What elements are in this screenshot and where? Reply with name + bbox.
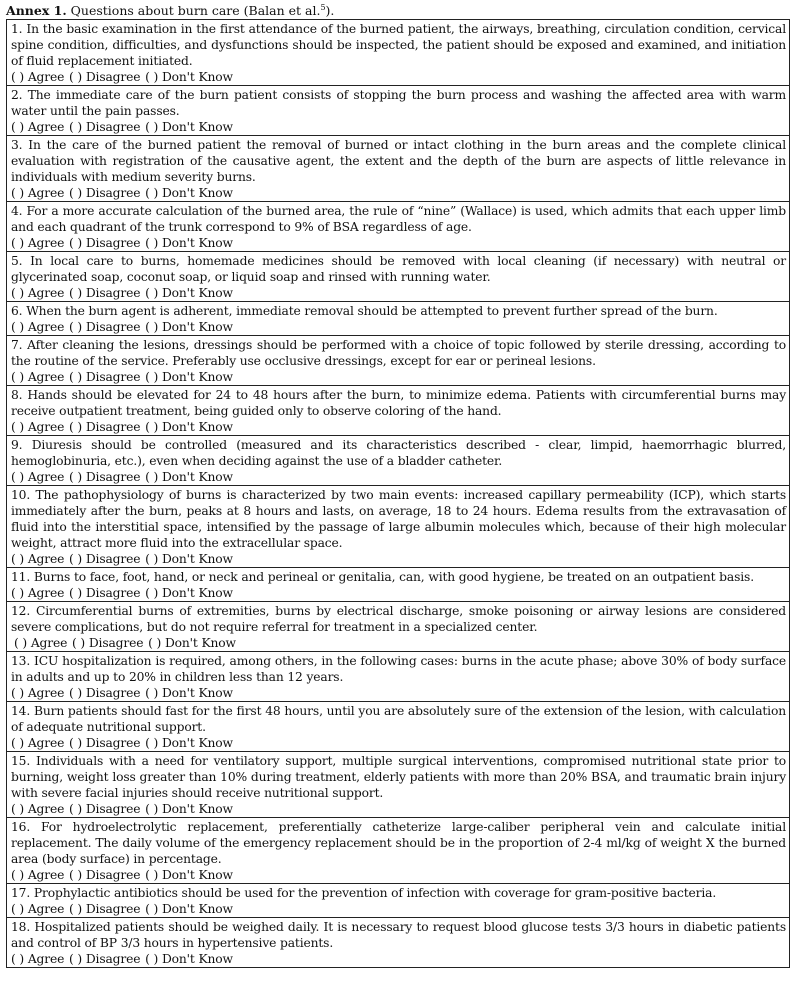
dont-know-option[interactable]: ( ) Don't Know — [145, 586, 233, 600]
question-text: 13. ICU hospitalization is required, among others, in the following cases: burns in the acute phase; above 30% of body surface in adults and up to 20% in children less than 12 years. — [11, 654, 786, 684]
dont-know-option[interactable]: ( ) Don't Know — [145, 802, 233, 816]
question-row — [7, 486, 790, 568]
answer-options — [11, 901, 786, 917]
question-row — [7, 252, 790, 302]
question-row — [7, 386, 790, 436]
agree-option[interactable]: ( ) Agree — [11, 586, 65, 600]
annex-caption — [6, 2, 788, 19]
disagree-option[interactable]: ( ) Disagree — [69, 586, 141, 600]
question-text: 1. In the basic examination in the first attendance of the burned patient, the airways, breathing, circulation condition, cervical spine condition, difficulties, and dysfunctions should be inspected, the patient should be exposed and examined, and initiation of fluid replacement initiated. — [11, 22, 786, 68]
dont-know-option[interactable]: ( ) Don't Know — [148, 636, 236, 650]
question-cell — [7, 602, 790, 652]
agree-option[interactable]: ( ) Agree — [11, 286, 65, 300]
agree-option[interactable]: ( ) Agree — [11, 370, 65, 384]
answer-options — [11, 801, 786, 817]
annex-label: Annex 1. — [6, 3, 67, 18]
dont-know-option[interactable]: ( ) Don't Know — [145, 868, 233, 882]
agree-option[interactable]: ( ) Agree — [11, 320, 65, 334]
agree-option[interactable]: ( ) Agree — [11, 736, 65, 750]
question-cell — [7, 336, 790, 386]
answer-options — [11, 635, 786, 651]
question-cell — [7, 252, 790, 302]
disagree-option[interactable]: ( ) Disagree — [69, 320, 141, 334]
question-cell — [7, 918, 790, 968]
question-cell — [7, 302, 790, 336]
dont-know-option[interactable]: ( ) Don't Know — [145, 952, 233, 966]
questions-table-body — [7, 20, 790, 968]
answer-options — [11, 285, 786, 301]
question-text: 12. Circumferential burns of extremities, burns by electrical discharge, smoke poisoning or airway lesions are considered severe complications, but do not require referral for treatment in a specialized center. — [11, 604, 786, 634]
question-cell — [7, 136, 790, 202]
annex-title: Questions about burn care (Balan et al. — [70, 3, 321, 18]
answer-options — [11, 119, 786, 135]
disagree-option[interactable]: ( ) Disagree — [69, 802, 141, 816]
question-text: 16. For hydroelectrolytic replacement, preferentially catheterize large-caliber peripheral vein and calculate initial replacement. The daily volume of the emergency replacement should be in the proportion of 2-4 ml/kg of weight X the burned area (body surface) in percentage. — [11, 820, 786, 866]
question-cell — [7, 202, 790, 252]
answer-options — [11, 185, 786, 201]
answer-options — [11, 585, 786, 601]
question-text: 11. Burns to face, foot, hand, or neck and perineal or genitalia, can, with good hygiene, be treated on an outpatient basis. — [11, 570, 754, 584]
disagree-option[interactable]: ( ) Disagree — [69, 736, 141, 750]
question-text: 9. Diuresis should be controlled (measured and its characteristics described - clear, limpid, haemorrhagic blurred, hemoglobinuria, etc.), even when deciding against the use of a bladder catheter. — [11, 438, 786, 468]
disagree-option[interactable]: ( ) Disagree — [69, 686, 141, 700]
dont-know-option[interactable]: ( ) Don't Know — [145, 70, 233, 84]
question-text: 18. Hospitalized patients should be weighed daily. It is necessary to request blood glucose tests 3/3 hours in diabetic patients and control of BP 3/3 hours in hypertensive patients. — [11, 920, 786, 950]
answer-options — [11, 735, 786, 751]
question-row — [7, 568, 790, 602]
question-text: 10. The pathophysiology of burns is characterized by two main events: increased capillary permeability (ICP), which starts immediately after the burn, peaks at 8 hours and lasts, on average, 18 to 24 hours. Edema results from the extravasation of fluid into the interstitial space, intensified by the passage of large albumin molecules which, because of their high molecular weight, attract more fluid into the extracellular space. — [11, 488, 786, 550]
agree-option[interactable]: ( ) Agree — [11, 686, 65, 700]
agree-option[interactable]: ( ) Agree — [11, 902, 65, 916]
answer-options — [11, 419, 786, 435]
agree-option[interactable]: ( ) Agree — [11, 420, 65, 434]
question-text: 2. The immediate care of the burn patient consists of stopping the burn process and washing the affected area with warm water until the pain passes. — [11, 88, 786, 118]
dont-know-option[interactable]: ( ) Don't Know — [145, 370, 233, 384]
question-text: 5. In local care to burns, homemade medicines should be removed with local cleaning (if necessary) with neutral or glycerinated soap, coconut soap, or liquid soap and rinsed with running water. — [11, 254, 786, 284]
question-row — [7, 752, 790, 818]
question-cell — [7, 86, 790, 136]
agree-option[interactable]: ( ) Agree — [11, 552, 65, 566]
question-row — [7, 818, 790, 884]
disagree-option[interactable]: ( ) Disagree — [72, 636, 144, 650]
agree-option[interactable]: ( ) Agree — [11, 186, 65, 200]
question-cell — [7, 436, 790, 486]
disagree-option[interactable]: ( ) Disagree — [69, 952, 141, 966]
question-row — [7, 702, 790, 752]
question-text: 17. Prophylactic antibiotics should be used for the prevention of infection with coverage for gram-positive bacteria. — [11, 886, 717, 900]
agree-option[interactable]: ( ) Agree — [11, 952, 65, 966]
question-row — [7, 884, 790, 918]
question-row — [7, 602, 790, 652]
disagree-option[interactable]: ( ) Disagree — [69, 370, 141, 384]
question-cell — [7, 818, 790, 884]
answer-options — [11, 319, 786, 335]
question-text: 7. After cleaning the lesions, dressings should be performed with a choice of topic followed by sterile dressing, according to the routine of the service. Preferably use occlusive dressings, except for ear or perineal lesions. — [11, 338, 786, 368]
question-cell — [7, 20, 790, 86]
annex-title-suffix: ). — [325, 3, 335, 18]
answer-options — [11, 69, 786, 85]
question-row — [7, 436, 790, 486]
disagree-option[interactable]: ( ) Disagree — [69, 470, 141, 484]
answer-options — [11, 867, 786, 883]
question-text: 14. Burn patients should fast for the first 48 hours, until you are absolutely sure of the extension of the lesion, with calculation of adequate nutritional support. — [11, 704, 786, 734]
disagree-option[interactable]: ( ) Disagree — [69, 420, 141, 434]
question-text: 8. Hands should be elevated for 24 to 48 hours after the burn, to minimize edema. Patients with circumferential burns may receive outpatient treatment, being guided only to observe coloring of the hand. — [11, 388, 786, 418]
disagree-option[interactable]: ( ) Disagree — [69, 902, 141, 916]
answer-options — [11, 469, 786, 485]
agree-option[interactable]: ( ) Agree — [11, 70, 65, 84]
question-row — [7, 302, 790, 336]
agree-option[interactable]: ( ) Agree — [11, 236, 65, 250]
dont-know-option[interactable]: ( ) Don't Know — [145, 902, 233, 916]
questions-table — [6, 19, 790, 968]
question-cell — [7, 568, 790, 602]
dont-know-option[interactable]: ( ) Don't Know — [145, 236, 233, 250]
question-text: 6. When the burn agent is adherent, immediate removal should be attempted to prevent further spread of the burn. — [11, 304, 718, 318]
answer-options — [11, 951, 786, 967]
reference-number: 5 — [320, 2, 326, 12]
question-cell — [7, 652, 790, 702]
dont-know-option[interactable]: ( ) Don't Know — [145, 552, 233, 566]
question-row — [7, 20, 790, 86]
dont-know-option[interactable]: ( ) Don't Know — [145, 120, 233, 134]
question-cell — [7, 752, 790, 818]
disagree-option[interactable]: ( ) Disagree — [69, 120, 141, 134]
question-text: 15. Individuals with a need for ventilatory support, multiple surgical interventions, compromised nutritional state prior to burning, weight loss greater than 10% during treatment, elderly patients with more than 20% BSA, and traumatic brain injury with severe facial injuries should receive nutritional support. — [11, 754, 786, 800]
dont-know-option[interactable]: ( ) Don't Know — [145, 320, 233, 334]
agree-option[interactable]: ( ) Agree — [11, 802, 65, 816]
disagree-option[interactable]: ( ) Disagree — [69, 186, 141, 200]
question-row — [7, 652, 790, 702]
question-text: 3. In the care of the burned patient the removal of burned or intact clothing in the burn areas and the complete clinical evaluation with registration of the causative agent, the extent and the depth of the burn are aspects of little relevance in individuals with medium severity burns. — [11, 138, 786, 184]
answer-options — [11, 685, 786, 701]
agree-option[interactable]: ( ) Agree — [11, 868, 65, 882]
question-row — [7, 918, 790, 968]
agree-option[interactable]: ( ) Agree — [11, 120, 65, 134]
answer-options — [11, 235, 786, 251]
question-cell — [7, 884, 790, 918]
disagree-option[interactable]: ( ) Disagree — [69, 868, 141, 882]
question-row — [7, 86, 790, 136]
dont-know-option[interactable]: ( ) Don't Know — [145, 470, 233, 484]
agree-option[interactable]: ( ) Agree — [14, 636, 68, 650]
dont-know-option[interactable]: ( ) Don't Know — [145, 186, 233, 200]
dont-know-option[interactable]: ( ) Don't Know — [145, 736, 233, 750]
answer-options — [11, 369, 786, 385]
question-row — [7, 136, 790, 202]
disagree-option[interactable]: ( ) Disagree — [69, 70, 141, 84]
disagree-option[interactable]: ( ) Disagree — [69, 236, 141, 250]
question-cell — [7, 486, 790, 568]
answer-options — [11, 551, 786, 567]
disagree-option[interactable]: ( ) Disagree — [69, 552, 141, 566]
agree-option[interactable]: ( ) Agree — [11, 470, 65, 484]
question-row — [7, 336, 790, 386]
question-text: 4. For a more accurate calculation of the burned area, the rule of “nine” (Wallace) is used, which admits that each upper limb and each quadrant of the trunk correspond to 9% of BSA regardless of age. — [11, 204, 786, 234]
dont-know-option[interactable]: ( ) Don't Know — [145, 286, 233, 300]
question-cell — [7, 702, 790, 752]
question-cell — [7, 386, 790, 436]
question-row — [7, 202, 790, 252]
dont-know-option[interactable]: ( ) Don't Know — [145, 686, 233, 700]
dont-know-option[interactable]: ( ) Don't Know — [145, 420, 233, 434]
disagree-option[interactable]: ( ) Disagree — [69, 286, 141, 300]
